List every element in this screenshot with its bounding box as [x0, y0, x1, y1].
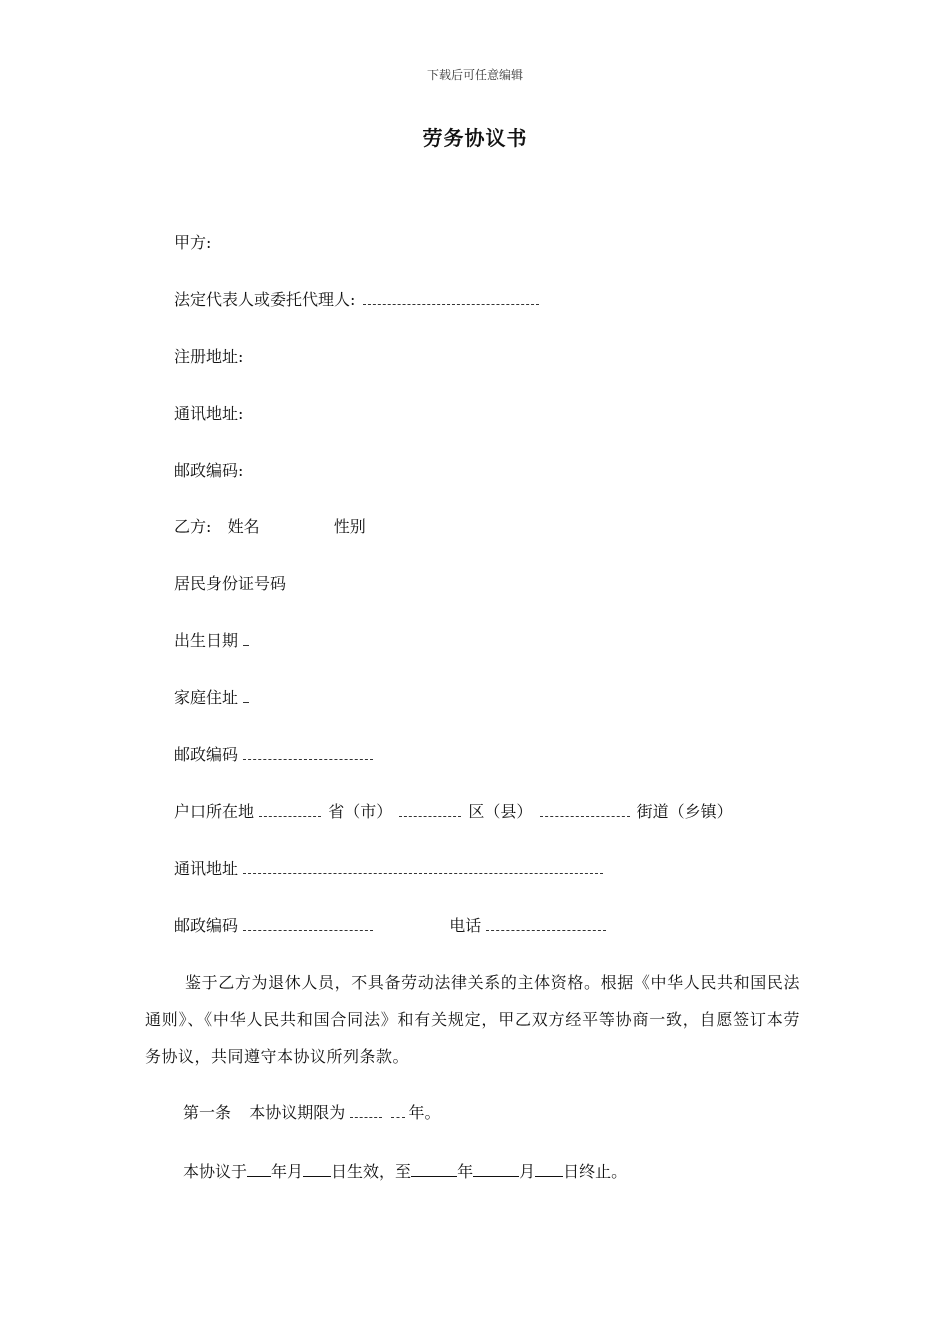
hukou-district-blank[interactable]	[399, 802, 461, 817]
end-year-blank[interactable]	[411, 1160, 457, 1177]
party-b-name-label: 姓名	[227, 517, 260, 536]
party-b-postal2-line	[174, 916, 608, 936]
validity-day-effective: 日生效，至	[331, 1162, 412, 1181]
article-1-term-blank-2[interactable]	[391, 1103, 405, 1118]
party-b-birth-blank[interactable]	[243, 631, 249, 646]
party-b-postal-label: 邮政编码	[174, 745, 239, 764]
province-label: 省（市）	[328, 802, 393, 821]
party-b-mail-address-blank[interactable]	[243, 859, 603, 874]
party-a-mail-address-label: 通讯地址:	[174, 404, 244, 423]
street-label: 街道（乡镇）	[636, 802, 733, 821]
party-b-postal-line	[174, 745, 375, 765]
party-b-line	[174, 517, 366, 537]
party-b-mail-address-line	[174, 859, 605, 879]
header-note: 下载后可任意编辑	[426, 68, 523, 82]
party-b-mail-address-label: 通讯地址	[174, 859, 239, 878]
end-day-blank[interactable]	[535, 1160, 563, 1177]
validity-year: 年	[271, 1162, 288, 1181]
article-1-term-blank-1[interactable]	[350, 1103, 382, 1118]
article-1-line	[183, 1103, 441, 1123]
article-1-text: 本协议期限为	[249, 1103, 346, 1122]
party-b-home-line	[174, 688, 251, 708]
party-a-rep-blank[interactable]	[363, 290, 539, 305]
party-b-postal2-label: 邮政编码	[174, 916, 239, 935]
party-b-postal-blank[interactable]	[243, 745, 373, 760]
party-b-birth-label: 出生日期	[174, 631, 239, 650]
party-b-phone-blank[interactable]	[486, 916, 606, 931]
party-b-hukou-line	[174, 802, 733, 822]
end-month-blank[interactable]	[473, 1160, 519, 1177]
validity-line	[183, 1160, 627, 1182]
party-a-label: 甲方:	[174, 233, 212, 252]
party-b-id-label: 居民身份证号码	[174, 574, 287, 593]
party-a-rep-line	[174, 290, 541, 310]
validity-day-end: 日终止。	[563, 1162, 628, 1181]
party-a-reg-address-line	[174, 347, 243, 367]
party-b-gender-label: 性别	[333, 517, 366, 536]
party-a-postal-label: 邮政编码:	[174, 461, 244, 480]
validity-month: 月	[287, 1162, 304, 1181]
hukou-street-blank[interactable]	[540, 802, 630, 817]
start-year-blank[interactable]	[247, 1160, 271, 1177]
party-a-reg-address-label: 注册地址:	[174, 347, 244, 366]
intro-paragraph: 鉴于乙方为退休人员，不具备劳动法律关系的主体资格。根据《中华人民共和国民法通则》、《中华人民共和国合同法》和有关规定，甲乙双方经平等协商一致，自愿签订本劳务协议，共同遵守本协议所列条款。	[145, 973, 800, 1066]
party-b-phone-label: 电话	[449, 916, 482, 935]
party-b-label: 乙方:	[174, 517, 212, 536]
party-a-postal-line	[174, 461, 243, 481]
party-b-postal2-blank[interactable]	[243, 916, 373, 931]
validity-year2: 年	[457, 1162, 474, 1181]
party-b-home-blank[interactable]	[243, 688, 249, 703]
party-a-line	[174, 233, 211, 253]
article-1-label: 第一条	[183, 1103, 232, 1122]
district-label: 区（县）	[468, 802, 533, 821]
validity-start-text: 本协议于	[183, 1162, 248, 1181]
party-b-birth-line	[174, 631, 251, 651]
party-b-hukou-label: 户口所在地	[174, 802, 255, 821]
document-title: 劳务协议书	[422, 126, 528, 150]
party-a-mail-address-line	[174, 404, 243, 424]
party-a-rep-label: 法定代表人或委托代理人:	[174, 290, 356, 309]
party-b-home-label: 家庭住址	[174, 688, 239, 707]
hukou-province-blank[interactable]	[259, 802, 321, 817]
validity-month2: 月	[519, 1162, 536, 1181]
article-1-year-unit: 年。	[408, 1103, 441, 1122]
party-b-id-line	[174, 574, 286, 594]
start-day-blank[interactable]	[303, 1160, 331, 1177]
